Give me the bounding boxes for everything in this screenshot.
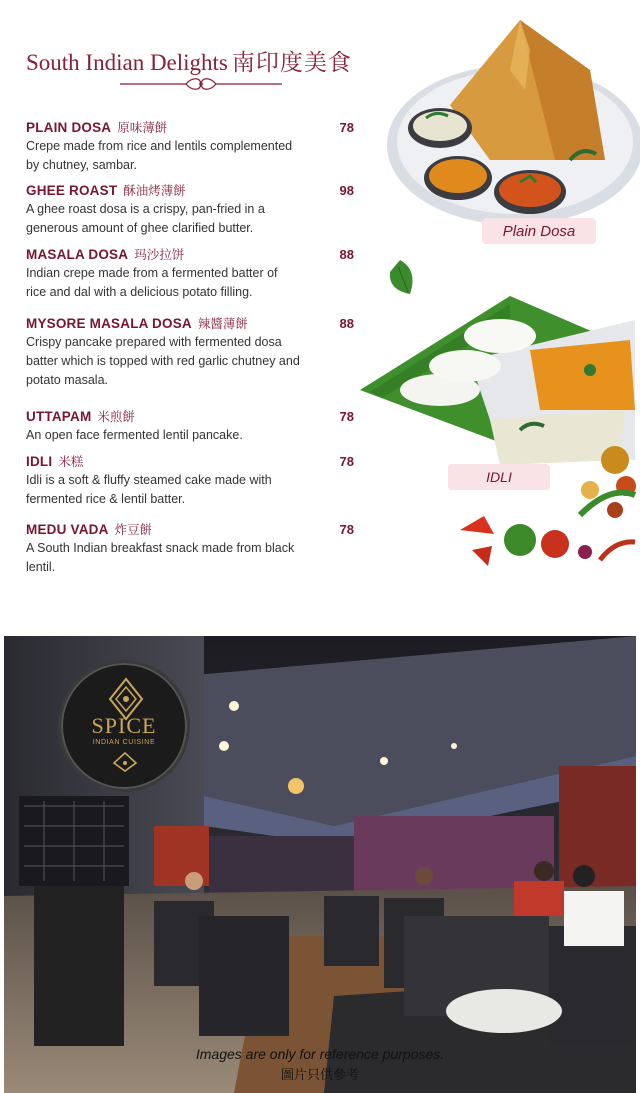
item-price: 78 <box>339 409 354 424</box>
idli-image <box>360 260 640 580</box>
menu-item-masala-dosa <box>26 245 366 302</box>
item-name-cn: 原味薄餅 <box>117 121 168 135</box>
spice-logo <box>58 660 190 792</box>
item-name: MYSORE MASALA DOSA <box>26 316 192 331</box>
item-description: Crepe made from rice and lentils complemented by chutney, sambar. <box>26 139 293 172</box>
item-name: MASALA DOSA <box>26 247 129 262</box>
item-price: 88 <box>339 316 354 331</box>
item-name-cn: 玛沙拉饼 <box>134 248 185 262</box>
item-name: UTTAPAM <box>26 409 92 424</box>
menu-item-idli <box>26 452 366 509</box>
item-description: Crispy pancake prepared with fermented dosa batter which is topped with red garlic chutney and potato masala. <box>26 335 300 387</box>
item-price: 78 <box>339 120 354 135</box>
item-name-cn: 酥油烤薄餅 <box>123 184 186 198</box>
image-disclaimer <box>186 1042 454 1090</box>
item-description: A South Indian breakfast snack made from black lentil. <box>26 541 295 574</box>
item-price: 78 <box>339 522 354 537</box>
section-title-en: South Indian Delights <box>26 50 228 75</box>
menu-item-ghee-roast <box>26 181 366 238</box>
item-name: MEDU VADA <box>26 522 109 537</box>
menu-item-mysore-masala-dosa <box>26 314 366 390</box>
plain-dosa-image <box>380 10 640 240</box>
item-name-cn: 米糕 <box>58 455 84 469</box>
item-name: GHEE ROAST <box>26 183 118 198</box>
item-name-cn: 炸豆餅 <box>114 523 153 537</box>
menu-item-plain-dosa <box>26 118 366 175</box>
item-name: PLAIN DOSA <box>26 120 112 135</box>
item-price: 88 <box>339 247 354 262</box>
section-title <box>26 44 352 77</box>
menu-item-medu-vada <box>26 520 366 577</box>
logo-bottom-ornament-icon <box>110 751 140 773</box>
section-title-cn: 南印度美食 <box>231 50 352 75</box>
item-price: 98 <box>339 183 354 198</box>
item-name-cn: 辣醬薄餅 <box>197 317 248 331</box>
item-name: IDLI <box>26 454 53 469</box>
item-description: A ghee roast dosa is a crispy, pan-fried in a generous amount of ghee clarified butter. <box>26 202 265 235</box>
idli-tag: IDLI <box>448 464 550 490</box>
logo-subtitle: INDIAN CUISINE <box>92 739 156 746</box>
title-ornament <box>116 76 286 92</box>
item-price: 78 <box>339 454 354 469</box>
item-name-cn: 米煎餅 <box>97 410 135 424</box>
logo-name: SPICE <box>91 713 157 738</box>
item-description: Idli is a soft & fluffy steamed cake made with fermented rice & lentil batter. <box>26 473 272 506</box>
item-description: Indian crepe made from a fermented batter of rice and dal with a delicious potato filling. <box>26 266 278 299</box>
disclaimer-cn: 圖片只供參考 <box>280 1067 359 1082</box>
menu-item-uttapam <box>26 407 366 445</box>
item-description: An open face fermented lentil pancake. <box>26 428 243 442</box>
disclaimer-en: Images are only for reference purposes. <box>195 1046 445 1062</box>
plain-dosa-tag: Plain Dosa <box>482 218 596 244</box>
